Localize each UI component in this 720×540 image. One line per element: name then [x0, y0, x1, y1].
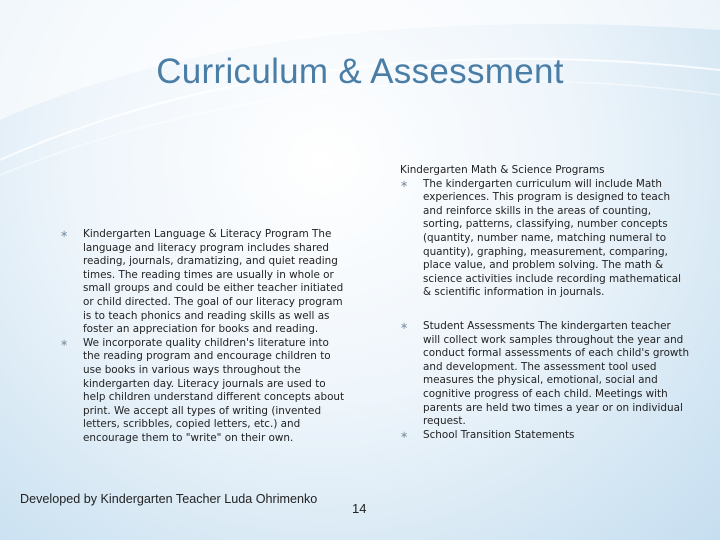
- bullet-math-experiences: [400, 178, 690, 300]
- bullet-marker-icon: ∗: [400, 178, 409, 190]
- bullet-text: The kindergarten curriculum will include Math experiences. This program is designed to teach and reinforce skills in the areas of counting, sorting, patterns, classifying, number concepts (quantity, number name, matching numeral to quantity), graphing, measurement, comparing, place value, and problem solving. The math & science activities include recording mathematical & scientific information in journals.: [423, 177, 682, 299]
- bullet-text: Student Assessments The kindergarten teacher will collect work samples throughout the year and conduct formal assessments of each child's growth and development. The assessment tool used measures the physical, emotional, social and cognitive progress of each child. Meetings with parents are held two times a year or on individual request.: [423, 319, 690, 428]
- slide-title: Curriculum & Assessment: [156, 52, 564, 91]
- bullet-marker-icon: ∗: [60, 229, 69, 240]
- bullet-school-transition: [400, 429, 690, 443]
- bullet-text: School Transition Statements: [423, 428, 575, 441]
- bullet-childrens-literature: [60, 337, 345, 446]
- left-column: [60, 228, 345, 446]
- bullet-text: Kindergarten Language & Literacy Program The language and literacy program includes shared reading, journals, dramatizing, and quiet reading times. The reading times are usually in whole or small groups and could be either teacher initiated or child directed. The goal of our literacy program is to teach phonics and reading skills as well as foster an appreciation for books and reading.: [83, 228, 344, 336]
- bullet-marker-icon: ∗: [400, 320, 409, 332]
- bullet-student-assessments: [400, 320, 690, 429]
- bullet-text: We incorporate quality children's literature into the reading program and encourage children to use books in various ways throughout the kindergarten day. Literacy journals are used to help children understand different concepts about print. We accept all types of writing (invented letters, scribbles, copied letters, etc.) and encourage them to "write" on their own.: [83, 336, 345, 444]
- math-science-heading: Kindergarten Math & Science Programs: [400, 164, 605, 176]
- footer-credit: Developed by Kindergarten Teacher Luda Ohrimenko: [20, 492, 318, 506]
- spacer: [400, 300, 690, 320]
- bullet-marker-icon: ∗: [60, 337, 69, 349]
- bullet-language-literacy: [60, 228, 345, 337]
- bullet-marker-icon: ∗: [400, 429, 409, 441]
- right-column: [400, 164, 690, 442]
- page-number: 14: [352, 501, 367, 516]
